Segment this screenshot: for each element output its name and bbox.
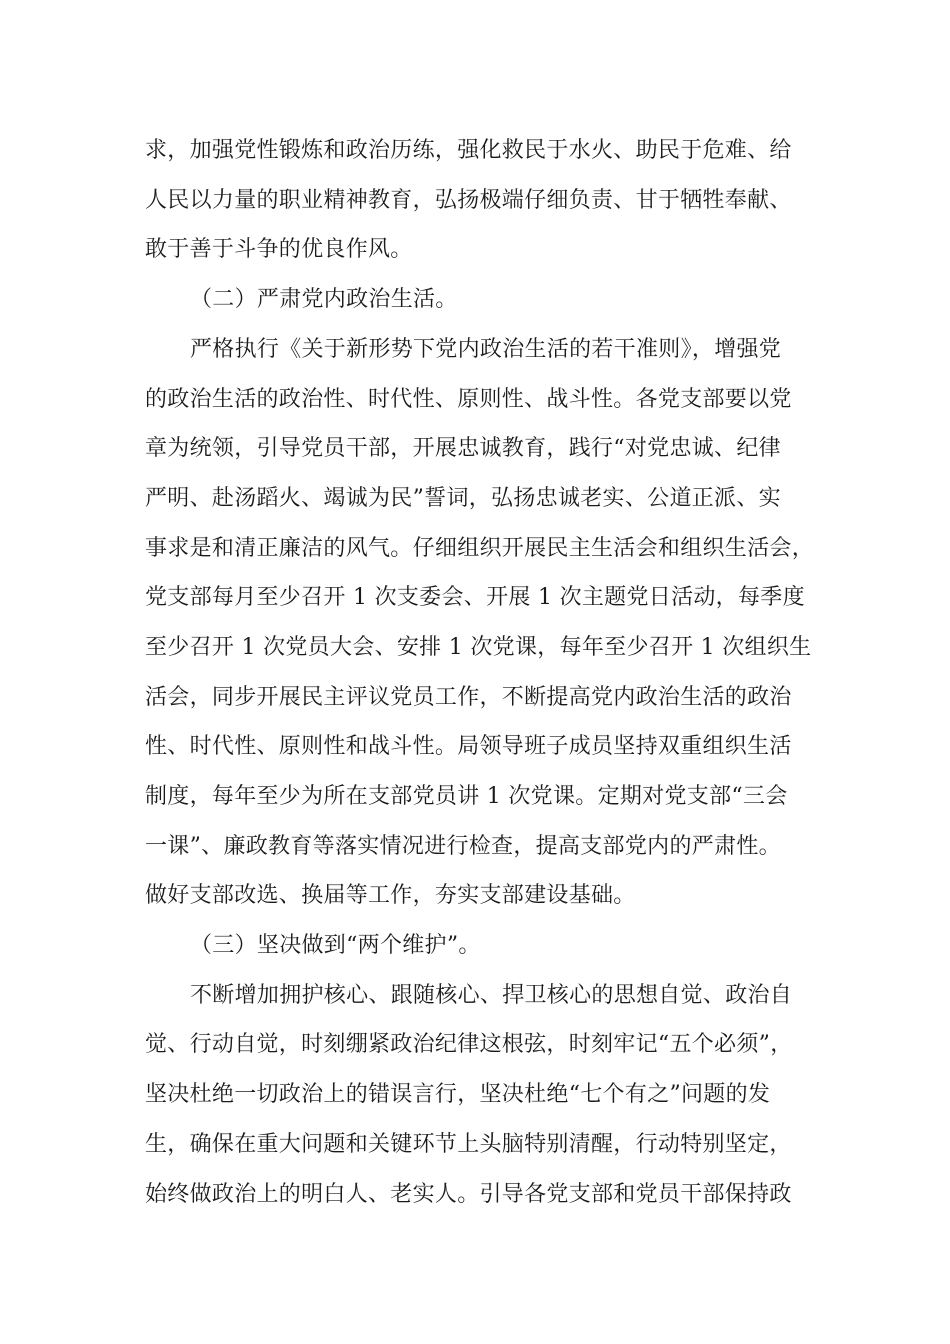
section-heading: （三）坚决做到“两个维护”。 (190, 933, 481, 958)
body-text-line: 做好支部改选、换届等工作，夯实支部建设基础。 (145, 883, 636, 908)
body-text-line: 至少召开 1 次党员大会、安排 1 次党课，每年至少召开 1 次组织生 (145, 635, 812, 660)
body-text-line: 活会，同步开展民主评议党员工作，不断提高党内政治生活的政治 (145, 685, 792, 710)
body-text-line: 敢于善于斗争的优良作风。 (145, 237, 413, 262)
body-text-line: 的政治生活的政治性、时代性、原则性、战斗性。各党支部要以党 (145, 387, 792, 412)
body-text-line: 不断增加拥护核心、跟随核心、捍卫核心的思想自觉、政治自 (190, 983, 793, 1008)
body-text-line: 人民以力量的职业精神教育，弘扬极端仔细负责、甘于牺牲奉献、 (145, 188, 792, 213)
section-heading: （二）严肃党内政治生活。 (190, 287, 458, 312)
body-text-line: 事求是和清正廉洁的风气。仔细组织开展民主生活会和组织生活会， (145, 536, 815, 561)
body-text-line: 严格执行《关于新形势下党内政治生活的若干准则》，增强党 (190, 337, 782, 362)
body-text-line: 党支部每月至少召开 1 次支委会、开展 1 次主题党日活动，每季度 (145, 585, 805, 610)
body-text-line: 求，加强党性锻炼和政治历练，强化救民于水火、助民于危难、给 (145, 138, 792, 163)
body-text-line: 坚决杜绝一切政治上的错误言行，坚决杜绝“七个有之”问题的发 (145, 1082, 771, 1107)
body-text-line: 性、时代性、原则性和战斗性。局领导班子成员坚持双重组织生活 (145, 734, 792, 759)
body-text-line: 觉、行动自觉，时刻绷紧政治纪律这根弦，时刻牢记“五个必须”， (145, 1032, 793, 1057)
body-text-line: 制度，每年至少为所在支部党员讲 1 次党课。定期对党支部“三会 (145, 784, 788, 809)
body-text-line: 生，确保在重大问题和关键环节上头脑特别清醒，行动特别坚定， (145, 1132, 792, 1157)
body-text-line: 始终做政治上的明白人、老实人。引导各党支部和党员干部保持政 (145, 1182, 792, 1207)
body-text-line: 一课”、廉政教育等落实情况进行检查，提高支部党内的严肃性。 (145, 834, 781, 859)
body-text-line: 严明、赴汤蹈火、竭诚为民”誓词，弘扬忠诚老实、公道正派、实 (145, 486, 781, 511)
body-text-line: 章为统领，引导党员干部，开展忠诚教育，践行“对党忠诚、纪律 (145, 436, 781, 461)
